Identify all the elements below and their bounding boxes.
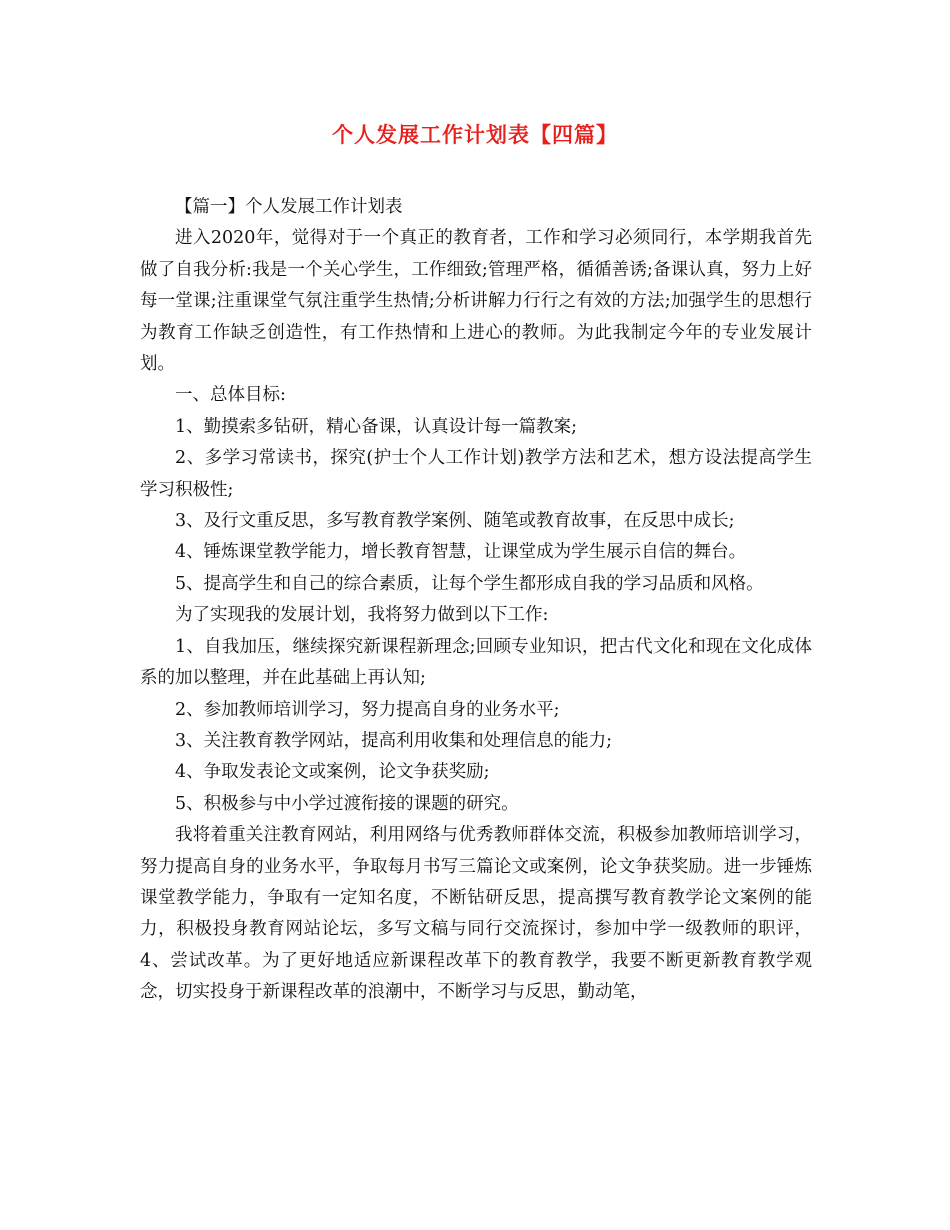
paragraph: 进入2020年，觉得对于一个真正的教育者，工作和学习必须同行，本学期我首先做了自我分析:我是一个关心学生，工作细致;管理严格，循循善诱;备课认真，努力上好每一堂课;注重课堂气氛注重学生热情;分析讲解力行行之有效的方法;加强学生的思想行为教育工作缺乏创造性，有工作热情和上进心的教师。为此我制定今年的专业发展计划。 — [140, 228, 812, 375]
list-item: 3、及行文重反思，多写教育教学案例、随笔或教育故事，在反思中成长; — [175, 511, 735, 532]
list-item: 4、锤炼课堂教学能力，增长教育智慧，让课堂成为学生展示自信的舞台。 — [175, 542, 747, 563]
list-item: 2、参加教师培训学习，努力提高自身的业务水平; — [175, 699, 560, 720]
list-item: 4、争取发表论文或案例，论文争获奖励; — [175, 762, 490, 783]
list-item: 5、积极参与中小学过渡衔接的课题的研究。 — [175, 793, 519, 814]
paragraph: 我将着重关注教育网站，利用网络与优秀教师群体交流，积极参加教师培训学习，努力提高自身的业务水平，争取每月书写三篇论文或案例，论文争获奖励。进一步锤炼课堂教学能力，争取有一定知名度，不断钻研反思，提高撰写教育教学论文案例的能力，积极投身教育网站论坛，多写文稿与同行交流探讨，参加中学一级教师的职评，4、尝试改革。为了更好地适应新课程改革下的教育教学，我要不断更新教育教学观念，切实投身于新课程改革的浪潮中，不断学习与反思，勤动笔， — [140, 825, 812, 1003]
paragraph: 为了实现我的发展计划，我将努力做到以下工作: — [175, 605, 549, 626]
subheading: 一、总体目标: — [175, 385, 286, 406]
list-item: 2、多学习常读书，探究(护士个人工作计划)教学方法和艺术，想方设法提高学生学习积极性; — [140, 448, 812, 500]
list-item: 3、关注教育教学网站，提高利用收集和处理信息的能力; — [175, 730, 613, 751]
list-item: 1、自我加压，继续探究新课程新理念;回顾专业知识，把古代文化和现在文化成体系的加以整理，并在此基础上再认知; — [140, 636, 812, 689]
list-item: 5、提高学生和自己的综合素质，让每个学生都形成自我的学习品质和风格。 — [175, 573, 764, 594]
list-item: 1、勤摸索多钻研，精心备课，认真设计每一篇教案; — [175, 416, 578, 437]
section-heading: 【篇一】个人发展工作计划表 — [175, 197, 403, 217]
document-body — [140, 192, 812, 1009]
document-title: 个人发展工作计划表【四篇】 — [332, 122, 618, 147]
